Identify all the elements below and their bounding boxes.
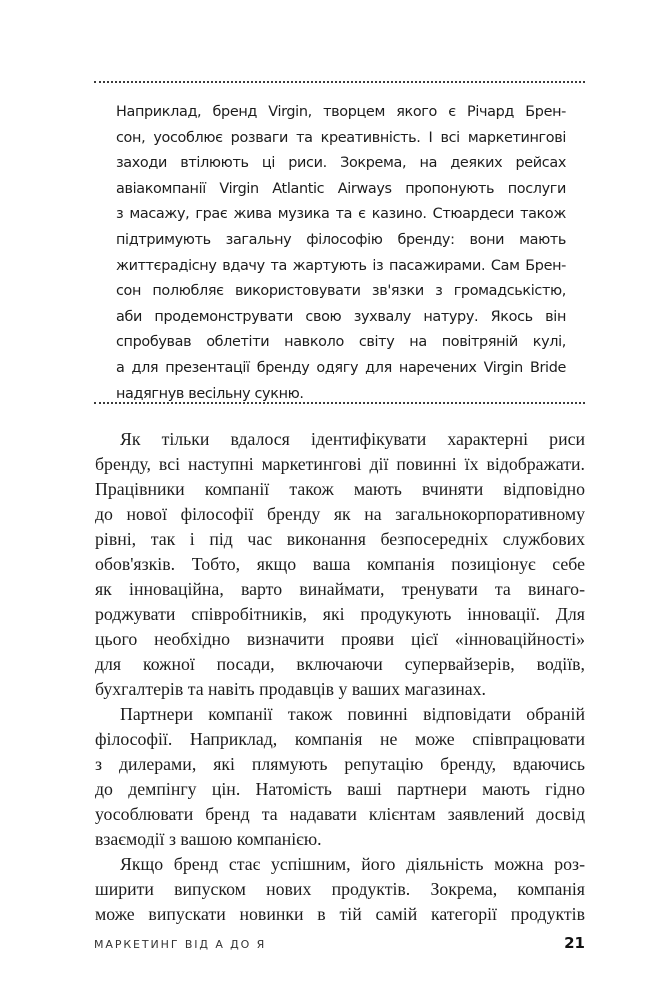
body-line: бренду, всі наступні маркетингові дії повинні їх відображати. — [95, 454, 585, 474]
body-line: взаємодії з вашою компанією. — [95, 829, 322, 849]
body-line: бухгалтерів та навіть продавців у ваших магазинах. — [95, 679, 486, 699]
bottom-dotted-divider — [94, 402, 585, 404]
body-line: для кожної посади, включаючи супервайзерів, водіїв, — [95, 654, 585, 674]
body-line: Партнери компанії також повинні відповідати обраній — [120, 704, 585, 724]
body-line: ширити випуском нових продуктів. Зокрема, компанія — [95, 879, 585, 899]
body-line: роджувати співробітників, які продукують інновації. Для — [95, 604, 585, 624]
aside-line: заходи втілюють ці риси. Зокрема, на деяких рейсах — [116, 155, 566, 172]
body-line: може випускати новинки в тій самій категорії продуктів — [95, 904, 585, 924]
top-dotted-divider — [94, 81, 585, 83]
aside-line: сон, уособлює розваги та креативність. І всі маркетингові — [116, 129, 566, 146]
body-line: Як тільки вдалося ідентифікувати характерні риси — [120, 429, 585, 449]
main-body-text — [95, 427, 585, 927]
aside-line: з масажу, грає жива музика та є казино. Стюардеси також — [116, 206, 566, 223]
body-line: Працівники компанії також мають вчиняти відповідно — [95, 479, 585, 499]
aside-line: надягнув весільну сукню. — [116, 385, 304, 402]
body-line: з дилерами, які плямують репутацію бренду, вдаючись — [95, 754, 585, 774]
aside-line: Наприклад, бренд Virgin, творцем якого є Річард Брен- — [116, 104, 566, 120]
example-sidebar-box — [116, 100, 566, 407]
body-line: до демпінгу цін. Натомість ваші партнери мають гідно — [95, 779, 585, 799]
aside-line: авіакомпанії Virgin Atlantic Airways пропонують послуги — [116, 180, 566, 197]
body-line: Якщо бренд стає успішним, його діяльність можна роз- — [120, 854, 585, 874]
aside-line: життєрадісну вдачу та жартують із пасажирами. Сам Брен- — [116, 257, 566, 274]
aside-line: спробував облетіти навколо світу на повітряній кулі, — [116, 334, 566, 351]
running-footer-title: МАРКЕТИНГ ВІД А ДО Я — [94, 938, 267, 951]
body-line: цього необхідно визначити прояви цієї «інноваційності» — [95, 629, 585, 649]
body-line: як інноваційна, варто винаймати, тренувати та винаго- — [95, 579, 585, 599]
body-line: до нової філософії бренду як на загальнокорпоративному — [95, 504, 585, 524]
body-line: рівні, так і під час виконання безпосередніх службових — [95, 529, 585, 549]
aside-line: а для презентації бренду одягу для наречених Virgin Bride — [116, 359, 566, 376]
aside-line: підтримують загальну філософію бренду: вони мають — [116, 231, 566, 248]
body-line: обов'язків. Тобто, якщо ваша компанія позиціонує себе — [95, 554, 585, 574]
body-line: філософії. Наприклад, компанія не може співпрацювати — [95, 729, 585, 749]
aside-line: аби продемонструвати свою зухвалу натуру. Якось він — [116, 308, 566, 325]
aside-line: сон полюбляє використовувати зв'язки з громадськістю, — [116, 283, 566, 300]
body-line: уособлювати бренд та надавати клієнтам заявлений досвід — [95, 804, 585, 824]
page-number: 21 — [564, 934, 585, 952]
